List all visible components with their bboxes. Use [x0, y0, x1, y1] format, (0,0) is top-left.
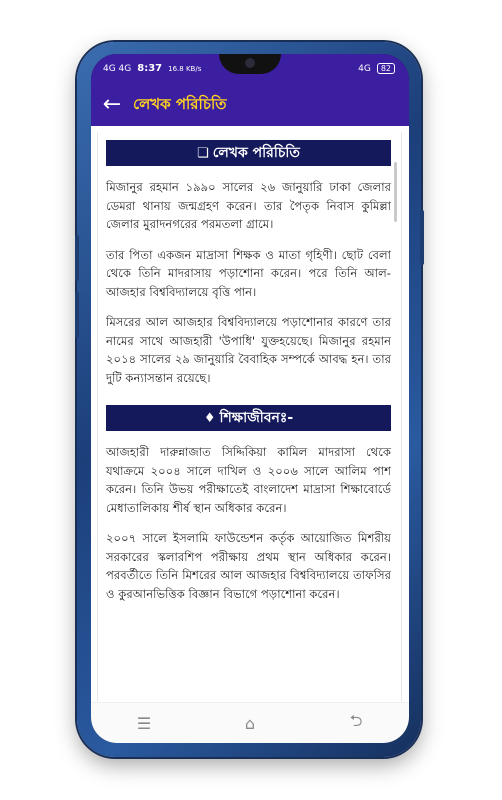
menu-icon[interactable]: ☰ [136, 714, 152, 733]
home-icon[interactable]: ⌂ [244, 714, 256, 733]
paragraph: আজহারী দারুন্নাজাত সিদ্দিকিয়া কামিল মাদরাসা থেকে যথাক্রমে ২০০৪ সালে দাখিল ও ২০০৬ সালে আলিম পাশ করেন। তিনি উভয় পরীক্ষাতেই বাংলাদেশ মাদ্রাসা শিক্ষাবোর্ডে মেধাতালিকায় শীর্ষ স্থান অধিকার করেন। [106, 445, 391, 515]
side-button-left-2 [75, 292, 79, 338]
app-bar [91, 84, 409, 126]
power-button [420, 210, 424, 265]
paragraph: তার পিতা একজন মাদ্রাসা শিক্ষক ও মাতা গৃহিণী। ছোট বেলা থেকে তিনি মাদরাসায় পড়াশোনা করেন। পরে তিনি আল-আজহার বিশ্ববিদ্যালয়ে বৃত্তি পান। [106, 247, 391, 299]
content-area[interactable] [91, 126, 409, 702]
phone-screen [91, 54, 409, 743]
navigation-bar [91, 702, 409, 743]
article-card [97, 132, 402, 702]
status-bar [91, 54, 409, 84]
network-indicator: 4G 4G [103, 63, 132, 74]
back-icon[interactable]: ⮌ [349, 711, 363, 730]
network-speed: 16.8 KB/s [168, 64, 202, 73]
clock: 8:37 [137, 63, 163, 74]
signal-indicator: 4G [358, 63, 371, 74]
section-heading-author [106, 140, 391, 166]
section-heading-education [106, 405, 391, 431]
page-title: লেখক পরিচিতি [133, 94, 227, 113]
section-heading-label: শিক্ষাজীবনঃ- [219, 410, 294, 426]
paragraph: মিসরের আল আজহার বিশ্ববিদ্যালয়ে পড়াশোনার কারণে তার নামের সাথে আজহারী 'উপাধি' যুক্তহয়েছে। মিজানুর রহমান ২০১৪ সালের ২৯ জানুয়ারি বৈবাহিক সম্পর্কে আবদ্ধ হন। তার দুটি কন্যাসন্তান রয়েছে। [106, 315, 391, 385]
back-arrow-icon[interactable]: ← [102, 92, 122, 117]
paragraph: মিজানুর রহমান ১৯৯০ সালের ২৬ জানুয়ারি ঢাকা জেলার ডেমরা থানায় জন্মগ্রহণ করেন। তার পৈতৃক নিবাস কুমিল্লা জেলার মুরাদনগরের পরমতলা গ্রামে। [106, 180, 391, 231]
paragraph: ২০০৭ সালে ইসলামি ফাউন্ডেশন কর্তৃক আয়োজিত মিশরীয় সরকারের স্কলারশিপ পরীক্ষায় প্রথম স্থান অধিকার করেন। পরবর্তীতে তিনি মিশরের আল আজহার বিশ্ববিদ্যালয়ে তাফসির ও কুরআনভিত্তিক বিজ্ঞান বিভাগে পড়াশোনা করেন। [106, 531, 391, 601]
diamond-icon: ♦ [203, 411, 216, 426]
side-button-left [75, 235, 79, 281]
battery-icon: 82 [377, 63, 395, 74]
section-heading-label: লেখক পরিচিতি [212, 145, 300, 161]
checkbox-icon: ❏ [197, 146, 209, 161]
scrollbar[interactable] [394, 162, 397, 222]
camera-icon [245, 58, 255, 68]
camera-notch [219, 54, 281, 74]
